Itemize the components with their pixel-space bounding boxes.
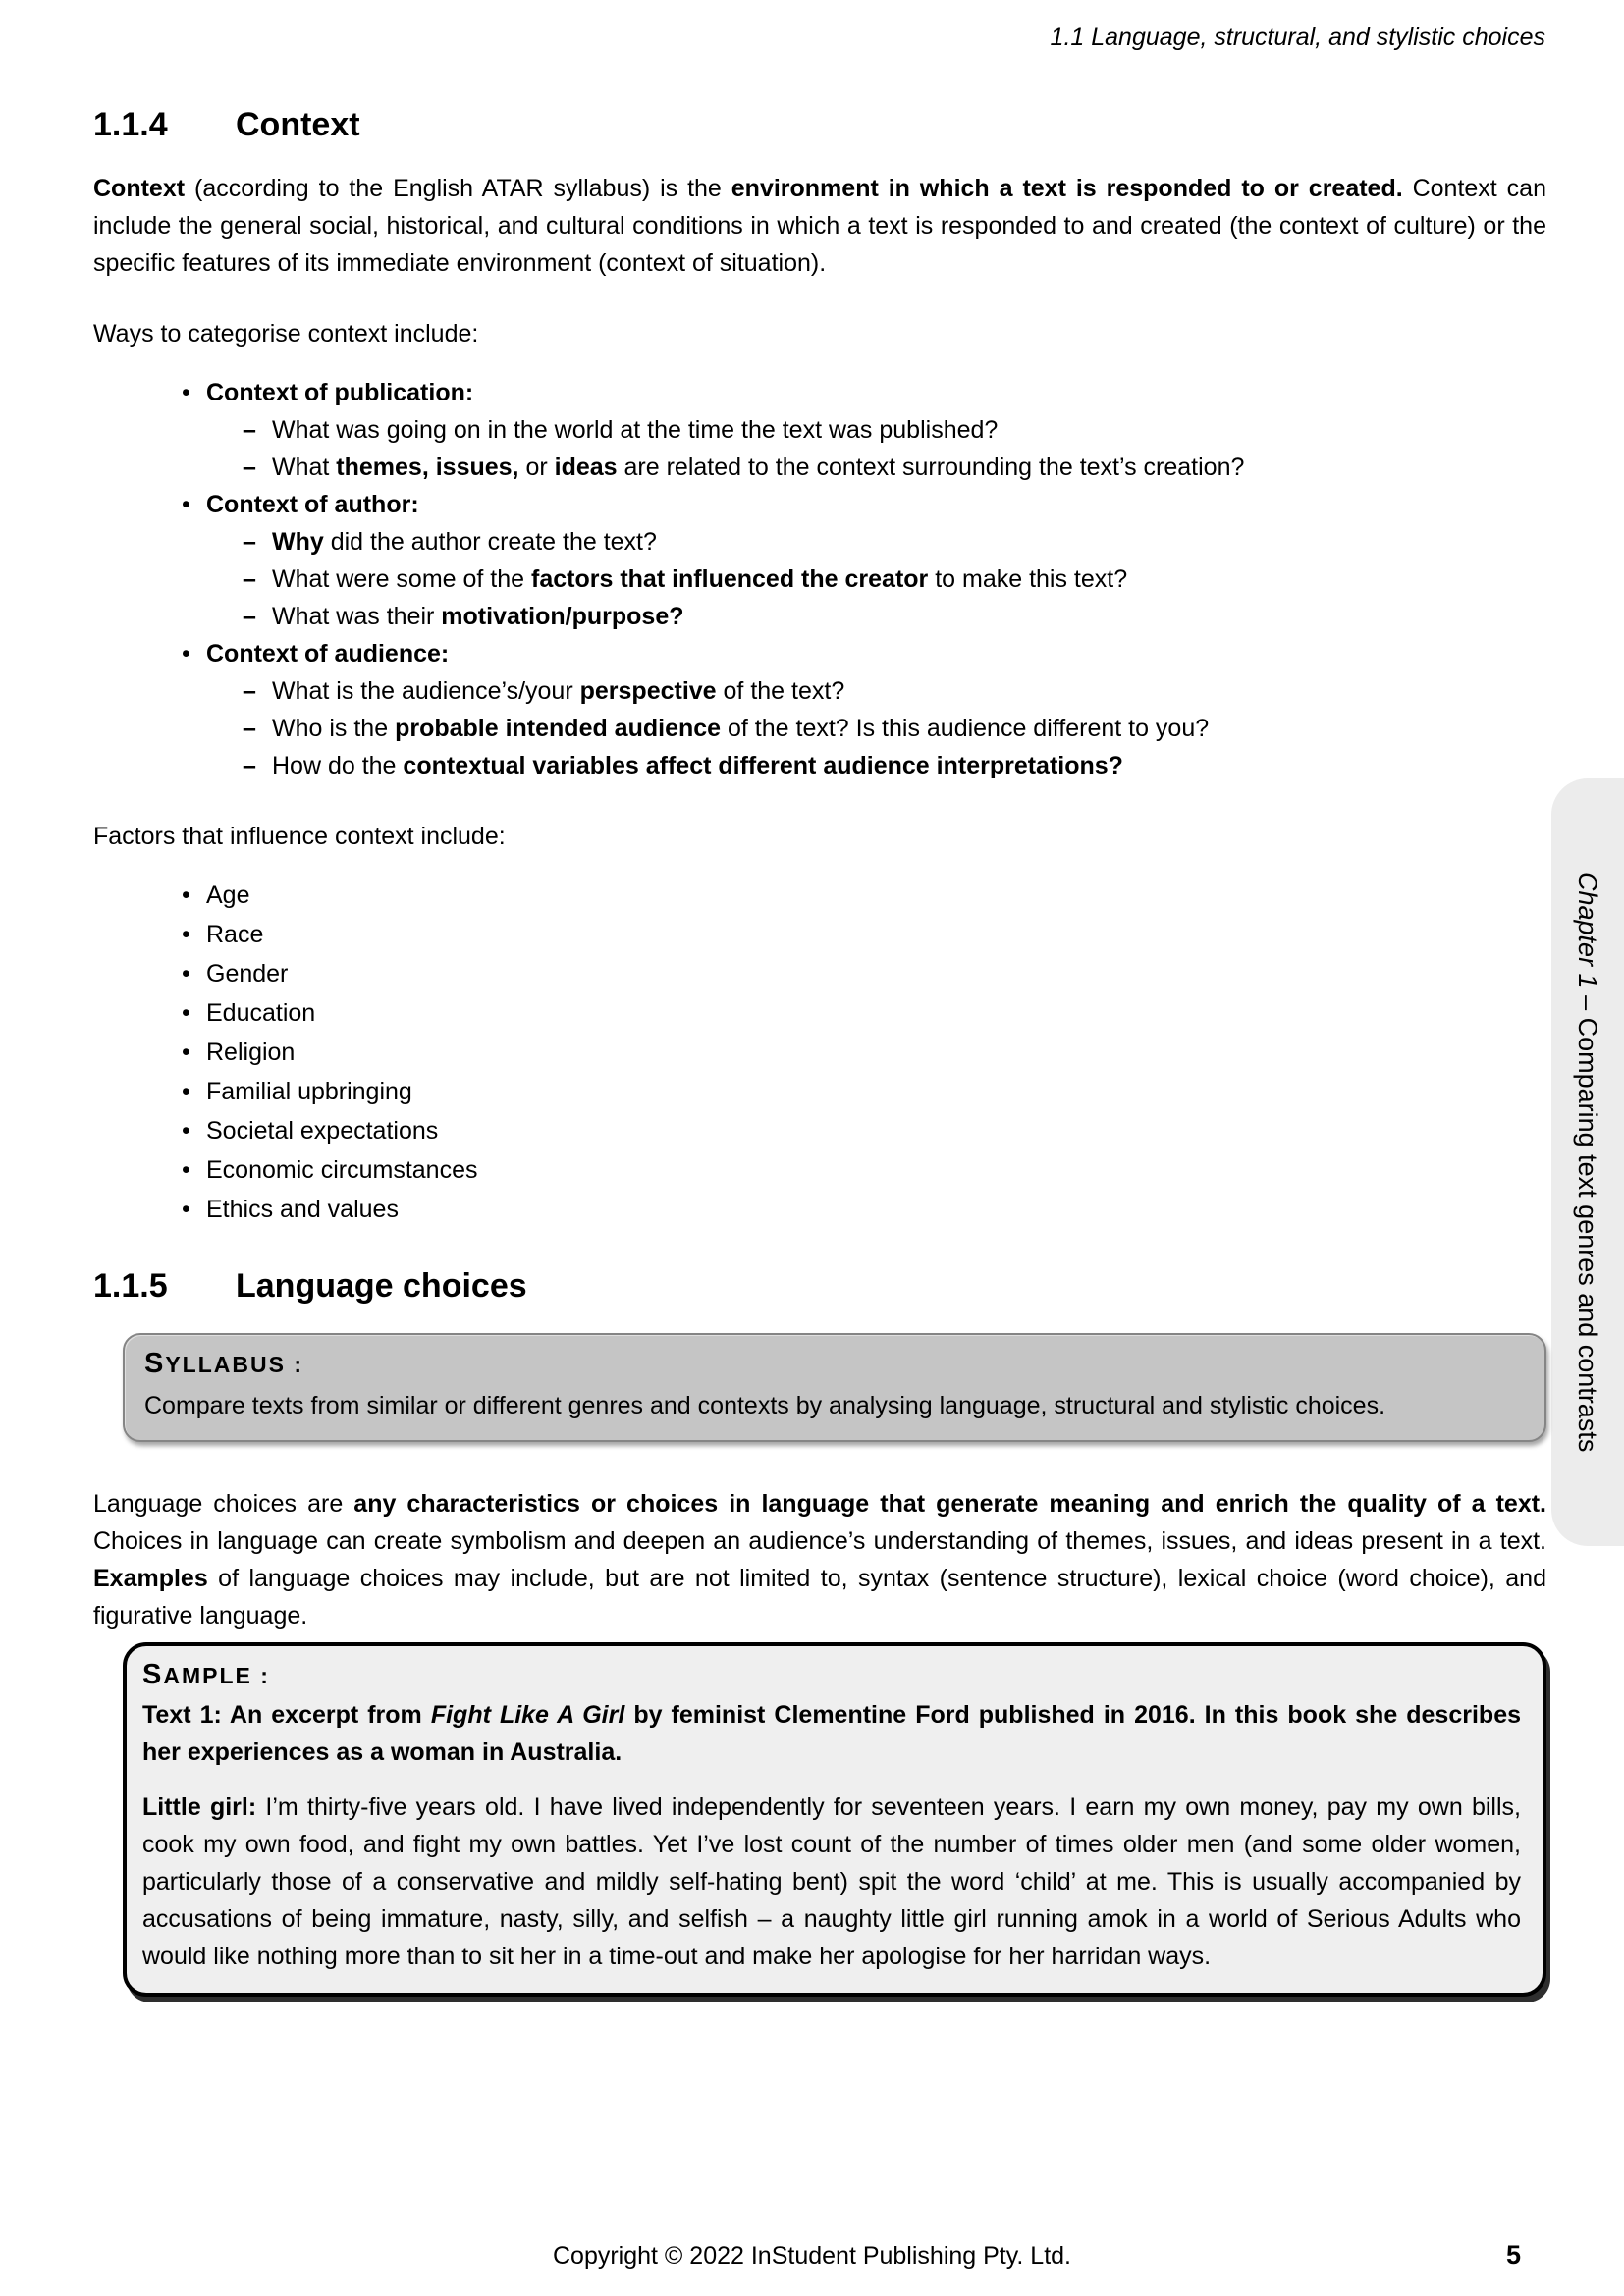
page-footer <box>0 2242 1624 2270</box>
list-item-text: Ethics and values <box>206 1196 399 1224</box>
chapter-side-tab <box>1551 778 1624 1546</box>
dash-icon: – <box>243 603 256 631</box>
list-item-text: Economic circumstances <box>206 1156 478 1185</box>
list-item-text: Familial upbringing <box>206 1078 412 1106</box>
list-item <box>93 672 1546 710</box>
list-item-text: Education <box>206 999 316 1028</box>
list-item-text: Religion <box>206 1039 296 1067</box>
list-item <box>93 1073 1546 1110</box>
list-item-text: Age <box>206 881 250 910</box>
list-item <box>93 710 1546 747</box>
bullet-icon: • <box>182 1117 190 1146</box>
chapter-title-label: – Comparing text genres and contrasts <box>1573 988 1602 1453</box>
section-number: 1.1.4 <box>93 106 168 143</box>
list-item-text: What themes, issues, or ideas are related to the context surrounding the text’s creation? <box>272 454 1245 482</box>
list-item <box>93 877 1546 914</box>
list-item <box>93 955 1546 992</box>
list-item <box>93 994 1546 1032</box>
dash-icon: – <box>243 715 256 743</box>
list-item <box>93 1151 1546 1189</box>
bullet-icon: • <box>182 1196 190 1224</box>
sample-heading: Text 1: An excerpt from Fight Like A Girl by feminist Clementine Ford published in 2016. In this book she describes her experiences as a woman in Australia. <box>142 1701 1521 1767</box>
bullet-icon: • <box>182 960 190 988</box>
list-item-label: Context of audience: <box>206 640 450 668</box>
bullet-icon: • <box>182 379 190 407</box>
factors-lead: Factors that influence context include: <box>93 823 506 851</box>
section-title: Language choices <box>236 1267 527 1306</box>
copyright-text: Copyright © 2022 InStudent Publishing Pty. Ltd. <box>552 2242 1071 2269</box>
list-item <box>93 374 1546 411</box>
bullet-icon: • <box>182 881 190 910</box>
list-item <box>93 916 1546 953</box>
dash-icon: – <box>243 454 256 482</box>
bullet-icon: • <box>182 1039 190 1067</box>
bullet-icon: • <box>182 1078 190 1106</box>
list-item <box>93 561 1546 598</box>
list-item-label: Context of author: <box>206 491 419 519</box>
dash-icon: – <box>243 416 256 445</box>
bullet-icon: • <box>182 1156 190 1185</box>
list-item <box>93 1191 1546 1228</box>
list-item <box>93 1112 1546 1149</box>
list-item-text: What was their motivation/purpose? <box>272 603 684 631</box>
bullet-icon: • <box>182 640 190 668</box>
bullet-icon: • <box>182 999 190 1028</box>
list-item-text: Who is the probable intended audience of the text? Is this audience different to you? <box>272 715 1210 743</box>
bullet-icon: • <box>182 921 190 949</box>
ways-lead: Ways to categorise context include: <box>93 320 479 348</box>
page-number: 5 <box>1505 2240 1521 2269</box>
list-item-text: Gender <box>206 960 289 988</box>
list-item <box>93 747 1546 784</box>
dash-icon: – <box>243 677 256 706</box>
list-item <box>93 523 1546 561</box>
section-title: Context <box>236 106 360 143</box>
factors-list <box>93 877 1546 1228</box>
syllabus-box <box>123 1333 1546 1442</box>
chapter-number-label: Chapter 1 <box>1573 872 1602 988</box>
list-item-label: Context of publication: <box>206 379 474 407</box>
list-item-text: Societal expectations <box>206 1117 439 1146</box>
section-heading-language <box>93 1267 1546 1306</box>
dash-icon: – <box>243 565 256 594</box>
list-item <box>93 449 1546 486</box>
list-item <box>93 486 1546 523</box>
context-intro-paragraph: Context (according to the English ATAR syllabus) is the environment in which a text is responded to or created. Context can include the general social, historical, and cultural conditions in which a text is responded to and created (the context of culture) or the specific features of its immediate environment (context of situation). <box>93 175 1546 278</box>
dash-icon: – <box>243 528 256 557</box>
sample-excerpt: Little girl: I’m thirty-five years old. I have lived independently for seventeen years. I earn my own money, pay my own bills, cook my own food, and fight my own battles. Yet I’ve lost count of the number of times older men (and some older women, particularly those of a conservative and mildly self-hating bent) spit the word ‘child’ at me. This is usually accompanied by accusations of being immature, nasty, silly, and selfish – a naughty little girl running amok in a world of Serious Adults who would like nothing more than to sit her in a time-out and make her apologise for her harridan ways. <box>142 1793 1521 1971</box>
sample-box <box>123 1642 1546 1997</box>
running-header: 1.1 Language, structural, and stylistic choices <box>1050 24 1545 51</box>
list-item-text: What were some of the factors that influenced the creator to make this text? <box>272 565 1128 594</box>
dash-icon: – <box>243 752 256 780</box>
section-heading-context <box>93 106 1546 144</box>
list-item <box>93 411 1546 449</box>
list-item-text: How do the contextual variables affect different audience interpretations? <box>272 752 1123 780</box>
list-item-text: Race <box>206 921 264 949</box>
list-item <box>93 635 1546 672</box>
ways-list <box>93 374 1546 784</box>
section-number: 1.1.5 <box>93 1267 168 1306</box>
list-item <box>93 598 1546 635</box>
list-item-text: Why did the author create the text? <box>272 528 657 557</box>
language-choices-paragraph: Language choices are any characteristics or choices in language that generate meaning and enrich the quality of a text. Choices in language can create symbolism and deepen an audience’s understanding of themes, issues, and ideas present in a text. Examples of language choices may include, but are not limited to, syntax (sentence structure), lexical choice (word choice), and figurative language. <box>93 1490 1546 1630</box>
list-item-text: What was going on in the world at the time the text was published? <box>272 416 999 445</box>
list-item-text: What is the audience’s/your perspective of the text? <box>272 677 845 706</box>
sample-label: SAMPLE : <box>142 1659 270 1691</box>
syllabus-text: Compare texts from similar or different genres and contexts by analysing language, structural and stylistic choices. <box>144 1392 1386 1420</box>
page-content <box>93 0 1546 1997</box>
bullet-icon: • <box>182 491 190 519</box>
chapter-side-tab-label <box>1573 872 1602 1452</box>
syllabus-label: SYLLABUS : <box>144 1348 304 1380</box>
list-item <box>93 1034 1546 1071</box>
